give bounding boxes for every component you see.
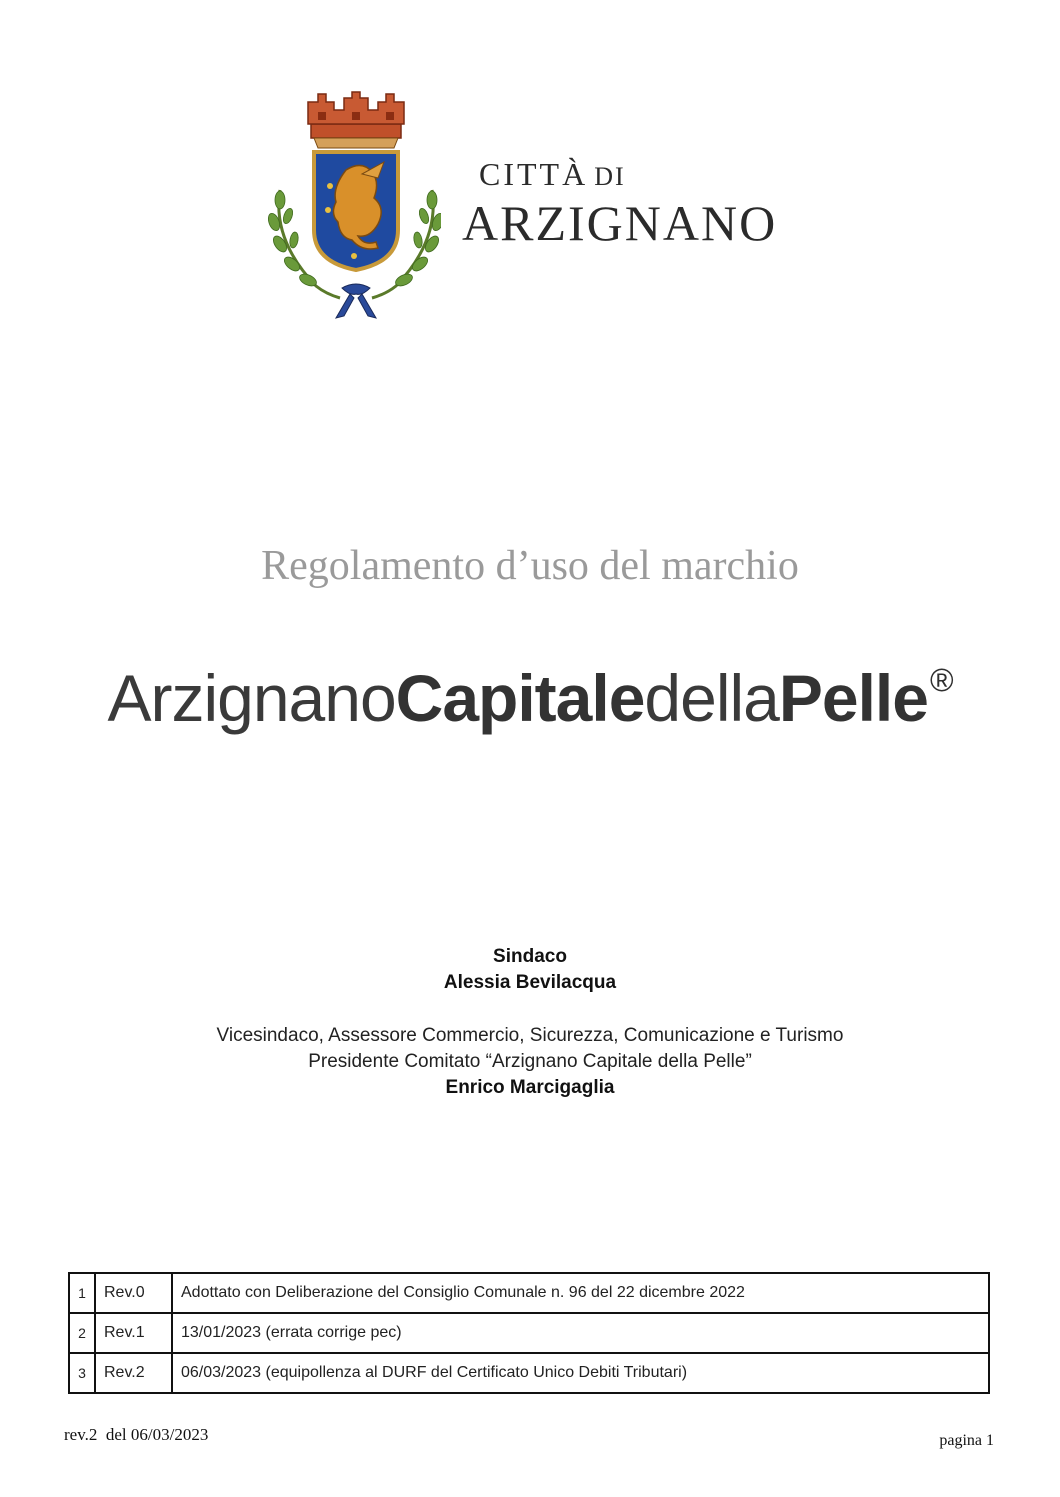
revision-number: 3 [69, 1353, 95, 1393]
registered-mark: ® [929, 662, 953, 698]
city-prefix-text: CITTÀ [479, 156, 589, 192]
revision-label: Rev.2 [95, 1353, 172, 1393]
footer-page-number: pagina 1 [939, 1432, 994, 1449]
brand-part-arzignano: Arzignano [107, 661, 396, 735]
revision-description: 13/01/2023 (errata corrige pec) [172, 1313, 989, 1353]
ribbon-icon [336, 284, 376, 318]
crown-icon [308, 92, 404, 148]
logo [266, 90, 806, 325]
brand-part-capitale: Capitale [395, 661, 645, 735]
footer-revision: rev.2 del 06/03/2023 [64, 1425, 209, 1444]
brand-part-pelle: Pelle [778, 661, 928, 735]
table-row [69, 1273, 989, 1313]
coat-of-arms-icon [266, 90, 441, 322]
mayor-name: Alessia Bevilacqua [443, 972, 617, 993]
revision-label: Rev.1 [95, 1313, 172, 1353]
table-row [69, 1313, 989, 1353]
revision-number: 1 [69, 1273, 95, 1313]
deputy-name: Enrico Marcigaglia [445, 1077, 615, 1098]
revision-number: 2 [69, 1313, 95, 1353]
brand-title [0, 660, 1060, 736]
city-name: ARZIGNANO [462, 195, 778, 251]
revision-table [68, 1272, 990, 1394]
revision-description: 06/03/2023 (equipollenza al DURF del Certificato Unico Debiti Tributari) [172, 1353, 989, 1393]
deputy-role: Vicesindaco, Assessore Commercio, Sicurezza, Comunicazione e Turismo [216, 1025, 844, 1046]
brand-part-della: della [644, 661, 779, 735]
city-prefix [479, 156, 626, 193]
committee-role: Presidente Comitato “Arzignano Capitale della Pelle” [308, 1051, 752, 1072]
mayor-role: Sindaco [493, 946, 567, 967]
table-row [69, 1353, 989, 1393]
revision-label: Rev.0 [95, 1273, 172, 1313]
officials-block [0, 944, 1060, 1101]
document-subtitle: Regolamento d’uso del marchio [261, 543, 799, 589]
revision-description: Adottato con Deliberazione del Consiglio Comunale n. 96 del 22 dicembre 2022 [172, 1273, 989, 1313]
city-di-text: DI [594, 162, 626, 191]
